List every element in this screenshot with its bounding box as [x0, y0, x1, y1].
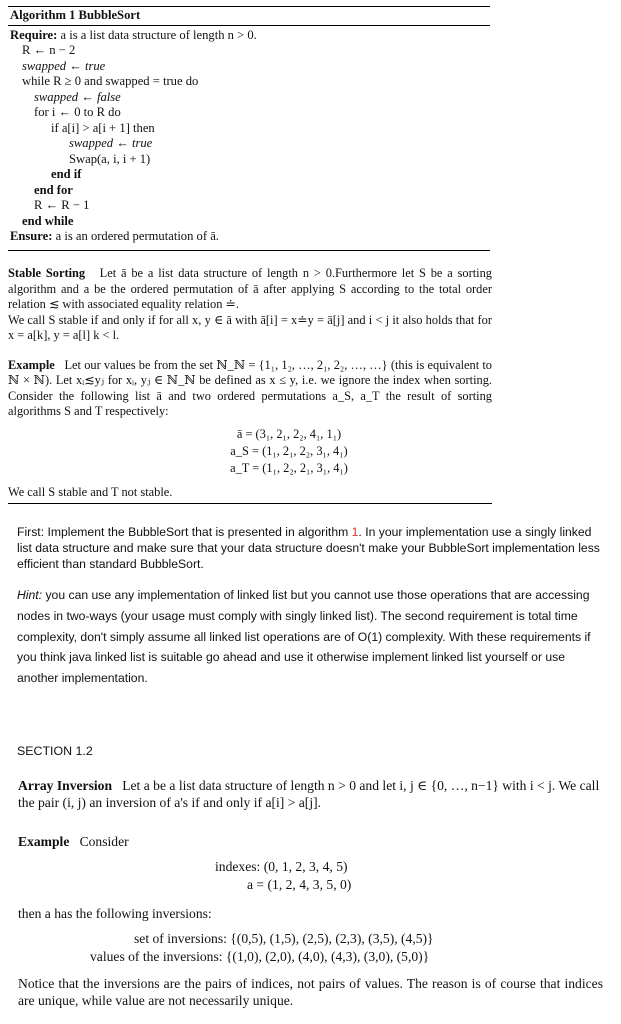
hint-label: Hint:: [17, 588, 43, 602]
hint-text: you can use any implementation of linked list but you cannot use those operations that are accessing nodes in two-ways (your usage must comply with singly linked list). The second requirement is total time complexity, don't simply assume all linked list operations are of O(1) complexity. With these requirements if you think java linked list is suitable go ahead and use it otherwise implement linked list yourself or use another implementation.: [17, 588, 591, 686]
algorithm-line: swapped ← true: [69, 136, 153, 150]
inversion-example-values: [215, 858, 603, 893]
algorithm-line: R ← R − 1: [34, 198, 90, 212]
inversion-then: then a has the following inversions:: [18, 906, 212, 921]
equation-abar: ā = (3₁, 2₁, 2₂, 4₁, 1₁): [236, 426, 342, 441]
algorithm-ensure: [8, 229, 490, 245]
inversion-definition: [18, 777, 603, 811]
hint-paragraph: [17, 585, 607, 689]
algorithm-line: swapped ← false: [34, 89, 121, 104]
stable-example-text: Let our values be from the set ℕ_ℕ = {1₁, 1₂, …, 2₁, 2₂, …, …} (this is equivalent to ℕ × ℕ). Let xᵢ≲yⱼ for xᵢ, yⱼ ∈ ℕ_ℕ be defined as x ≤ y, i.e. we ignore the index when sorting. Consider the following list ā and two ordered permutations a_S, a_T the result of sorting algorithms S and T respectively:: [8, 357, 493, 418]
task-paragraph: [17, 524, 607, 572]
ensure-text: a is an ordered permutation of ā.: [55, 229, 219, 243]
inversion-example-text: Consider: [79, 834, 129, 849]
array-inversion-section: [18, 777, 603, 1009]
stable-para1: Let ā be a list data structure of length n > 0.Furthermore let S be a sorting algorithm and a be the ordered permutation of ā after applying S according to the total order relation ≲ with associated equality relation ≐.: [8, 266, 493, 311]
algorithm-line: R ← n − 2: [22, 43, 76, 57]
task-instructions: [17, 524, 607, 701]
inversion-notice: Notice that the inversions are the pairs of indices, not pairs of values. The reason is of course that indices are unique, while value are not necessarily unique.: [18, 976, 603, 1008]
task-text-b: . In your implementation use a singly linked list data structure and make sure that your data structure doesn't make your BubbleSort implementation less efficient than standard BubbleSort.: [17, 525, 600, 571]
inversion-results: [90, 930, 603, 965]
stable-sorting-section: [8, 266, 492, 504]
stable-para2: We call S stable if and only if for all x, y ∈ ā with ā[i] = x≐y = ā[j] and i < j it also holds that for x = a[k], y = a[l] k < l.: [8, 312, 492, 342]
algorithm-body: [8, 26, 490, 245]
inversion-example-heading: Example: [18, 834, 70, 849]
inversion-definition-text: Let a be a list data structure of length n > 0 and let i, j ∈ {0, …, n−1} with i < j. We call the pair (i, j) an inversion of a's if and only if a[i] > a[j].: [18, 778, 600, 810]
algorithm-line: end if: [51, 167, 82, 181]
inversion-values-line: values of the inversions: {(1,0), (2,0), (4,0), (4,3), (3,0), (5,0)}: [90, 948, 430, 964]
algorithm-line: if a[i] > a[i + 1] then: [51, 120, 155, 135]
algorithm-line: end while: [22, 213, 74, 228]
algorithm-line: end for: [34, 182, 73, 197]
stable-conclusion: We call S stable and T not stable.: [8, 484, 173, 499]
equation-as: a_S = (1₁, 2₁, 2₂, 3₁, 4₁): [230, 443, 348, 458]
stable-heading: Stable Sorting: [8, 266, 86, 280]
algorithm-line: for i ← 0 to R do: [34, 105, 121, 119]
values-line: a = (1, 2, 4, 3, 5, 0): [247, 876, 352, 892]
stable-definition: [8, 266, 492, 313]
algorithm-box: [8, 6, 490, 251]
inversion-set-line: set of inversions: {(0,5), (1,5), (2,5), (2,3), (3,5), (4,5)}: [134, 931, 434, 946]
stable-example: [8, 358, 492, 420]
require-text: a is a list data structure of length n > 0.: [60, 27, 257, 42]
stable-bottom-rule: [8, 503, 492, 504]
stable-example-heading: Example: [8, 357, 55, 372]
task-text-a: First: Implement the BubbleSort that is presented in algorithm: [17, 525, 352, 539]
inversion-heading: Array Inversion: [18, 778, 113, 793]
algorithm-line: while R ≥ 0 and swapped = true do: [22, 74, 199, 88]
algorithm-bottom-rule: [8, 250, 490, 251]
algorithm-reference-link[interactable]: 1: [351, 525, 359, 539]
indexes-line: indexes: (0, 1, 2, 3, 4, 5): [215, 859, 348, 874]
equation-at: a_T = (1₁, 2₂, 2₁, 3₁, 4₁): [230, 460, 348, 475]
require-label: Require:: [10, 27, 58, 42]
stable-equations: [86, 426, 492, 477]
ensure-label: Ensure:: [10, 229, 53, 243]
algorithm-line: Swap(a, i, i + 1): [69, 151, 151, 166]
algorithm-require: [8, 28, 490, 44]
inversion-example: [18, 833, 603, 850]
section-title: SECTION 1.2: [17, 744, 93, 758]
algorithm-line: swapped ← true: [22, 58, 106, 73]
algorithm-title: Algorithm 1 BubbleSort: [10, 8, 141, 22]
